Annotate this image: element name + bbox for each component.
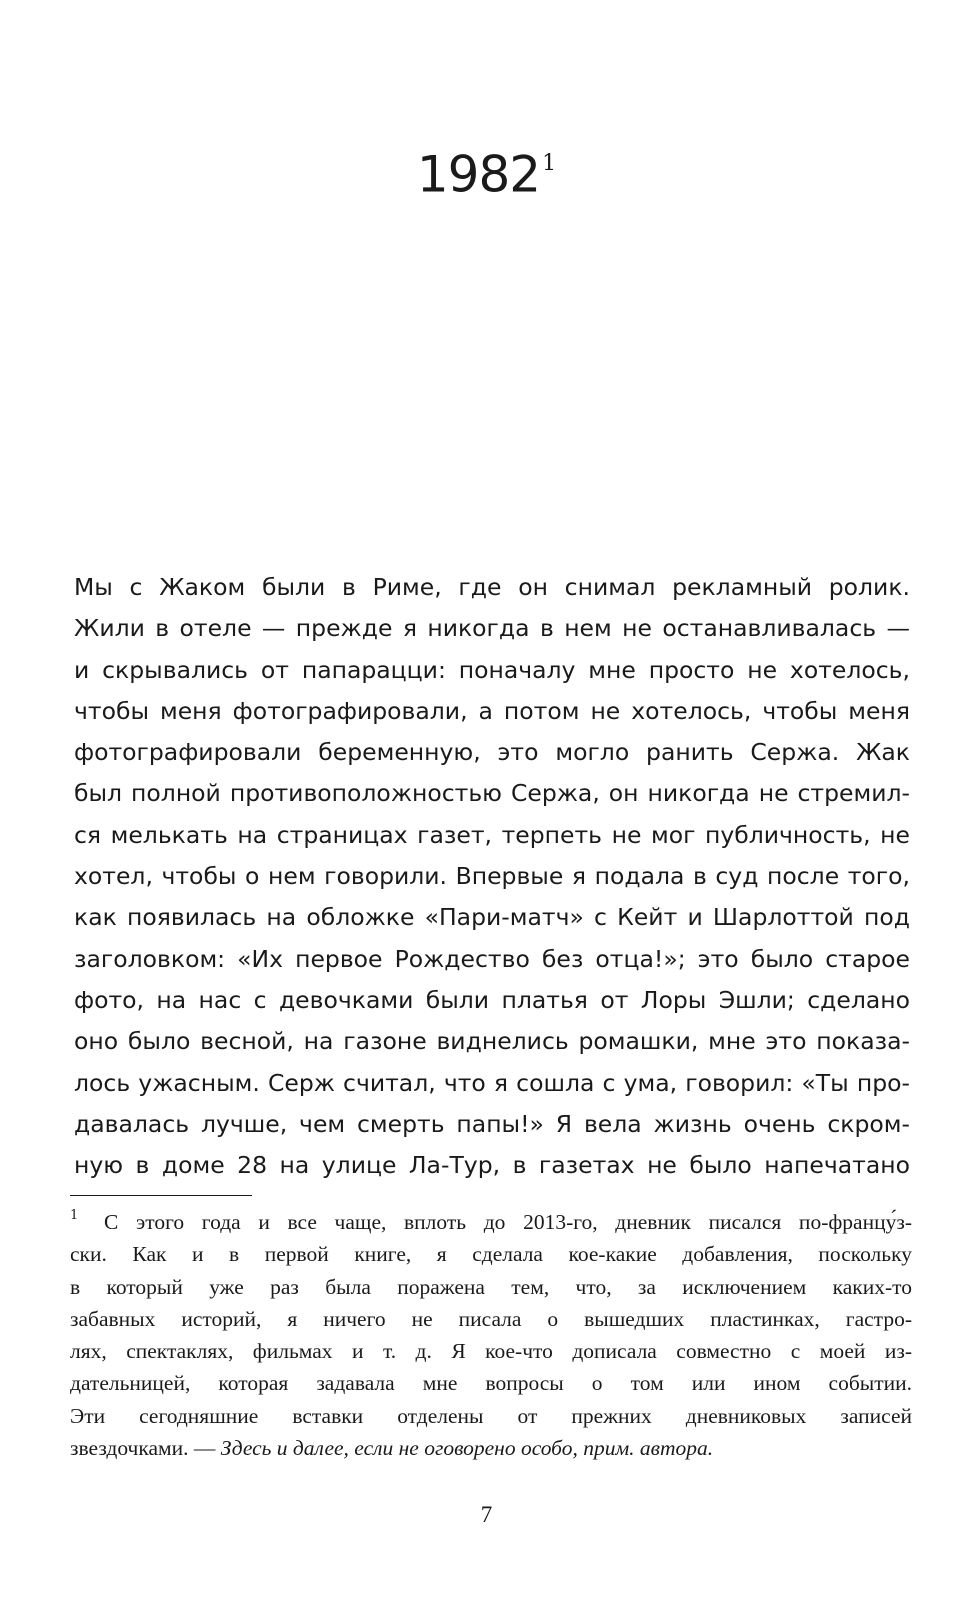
body-line: давалась лучше, чем смерть папы!» Я вела жизнь очень скром-: [74, 1109, 910, 1138]
body-text: [74, 567, 910, 1186]
footnote-text: [70, 1206, 912, 1464]
footnote-marker: 1: [70, 1208, 79, 1223]
footnote-reference[interactable]: 1: [542, 151, 557, 176]
body-line: оно было весной, на газоне виднелись ромашки, мне это показа-: [74, 1027, 910, 1056]
body-line: фото, на нас с девочками были платья от Лоры Эшли; сделано: [74, 985, 910, 1014]
chapter-title: [0, 128, 973, 215]
body-line: заголовком: «Их первое Рождество без отца!»; это было старое: [74, 944, 910, 973]
footnote-line: лях, спектаклях, фильмах и т. д. Я кое-что дописала совместно с моей из-: [70, 1339, 912, 1364]
footnote-last-plain: звездочками. —: [70, 1436, 216, 1461]
footnote-line: Эти сегодняшние вставки отделены от прежних дневниковых записей: [70, 1403, 912, 1428]
body-line: фотографировали беременную, это могло ранить Сержа. Жак: [74, 738, 910, 767]
footnote-line: в который уже раз была поражена тем, что, за исключением каких-то: [70, 1274, 912, 1299]
footnote-line-last: [70, 1432, 912, 1464]
body-line: как появилась на обложке «Пари-матч» с Кейт и Шарлоттой под: [74, 903, 910, 932]
body-line: и скрывались от папарацци: поначалу мне просто не хотелось,: [74, 655, 910, 684]
footnote-line: забавных историй, я ничего не писала о вышедших пластинках, гастро-: [70, 1306, 912, 1331]
body-line: ную в доме 28 на улице Ла-Тур, в газетах не было напечатано: [74, 1151, 910, 1180]
body-line: Жили в отеле — прежде я никогда в нем не останавливалась —: [74, 614, 910, 643]
body-line: лось ужасным. Серж считал, что я сошла с ума, говорил: «Ты про-: [74, 1068, 910, 1097]
chapter-year: 1982: [416, 145, 541, 204]
footnote-line: дательницей, которая задавала мне вопросы о том или ином событии.: [70, 1371, 912, 1396]
body-line: был полной противоположностью Сержа, он никогда не стремил-: [74, 779, 910, 808]
body-line: хотел, чтобы о нем говорили. Впервые я подала в суд после того,: [74, 862, 910, 891]
footnote-line: С этого года и все чаще, вплоть до 2013-го, дневник писался по-францу́з-: [104, 1210, 912, 1234]
body-line: Мы с Жаком были в Риме, где он снимал рекламный ролик.: [74, 573, 910, 601]
page-number: 7: [480, 1502, 493, 1527]
body-line: ся мелькать на страницах газет, терпеть не мог публичность, не: [74, 820, 910, 849]
body-line: чтобы меня фотографировали, а потом не хотелось, чтобы меня: [74, 696, 910, 725]
footnote-attribution: Здесь и далее, если не оговорено особо, прим. автора.: [220, 1436, 714, 1461]
footnote-line: ски. Как и в первой книге, я сделала кое-какие добавления, поскольку: [70, 1242, 912, 1267]
footnote-divider: [70, 1195, 252, 1196]
